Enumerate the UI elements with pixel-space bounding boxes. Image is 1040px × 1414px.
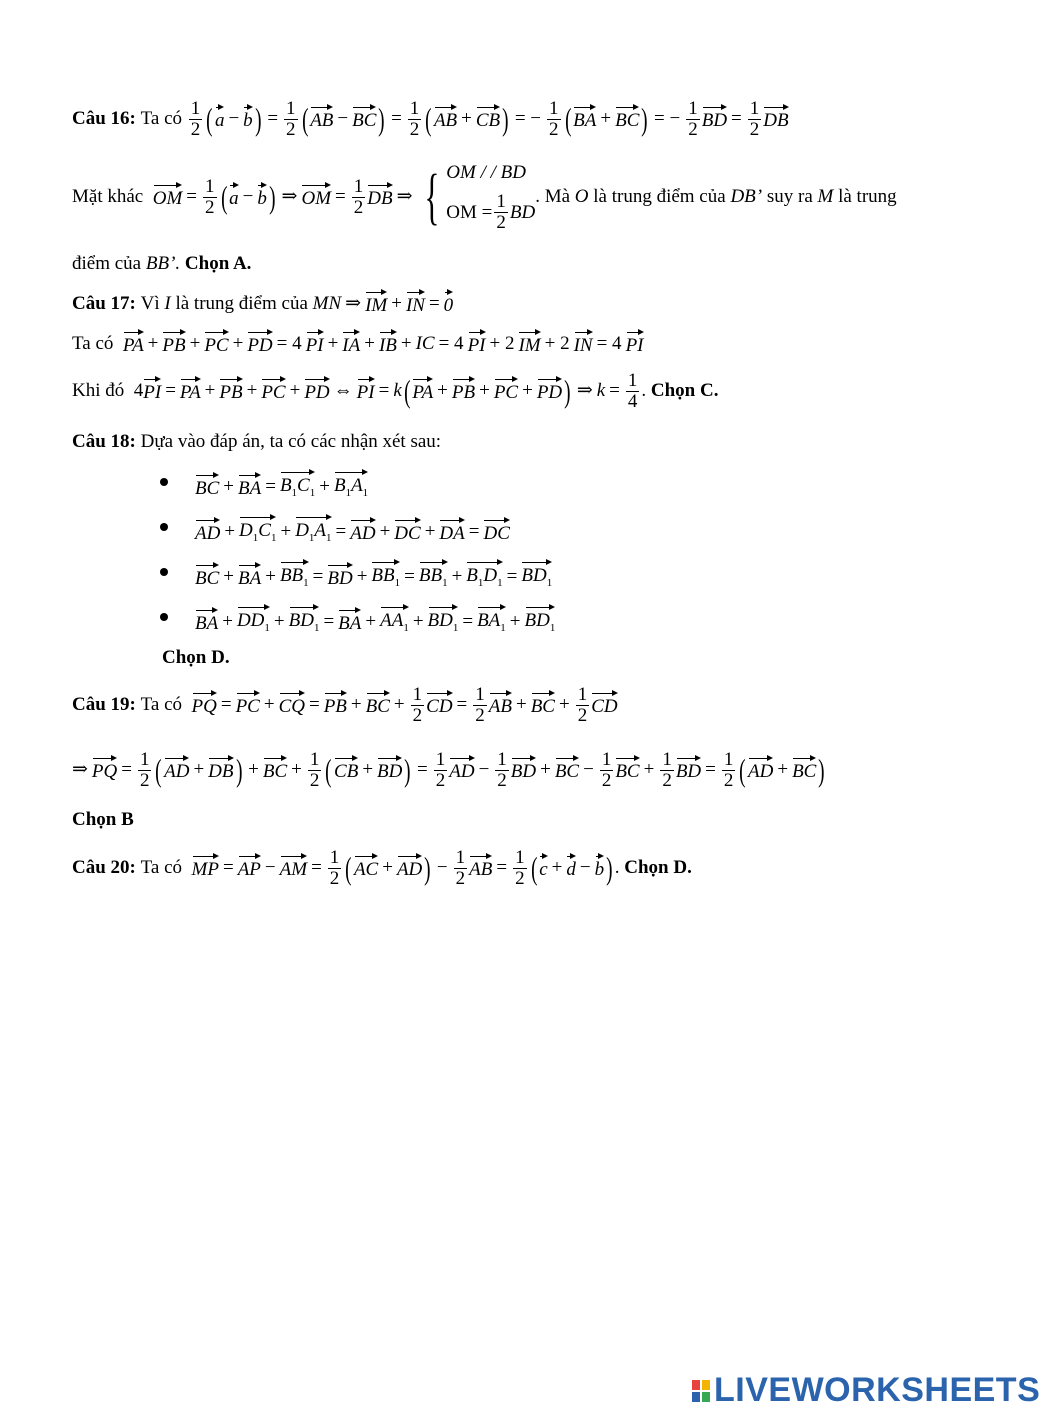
q16-intro: Ta có <box>140 108 183 129</box>
q16-line2: Mặt khác OM = $\frac{1}{2}$ ( a − b ) ⇒ OM = $\frac{1}{2}$ DB ⇒ { OM / / BD OM = $\frac{1}{2}$ BD . Mà O là trung điểm của DB’ suy ra M là trung <box>72 162 897 233</box>
q18-line1: Câu 18: Dựa vào đáp án, ta có các nhận xét sau: <box>72 431 442 452</box>
q19-answer-line <box>72 808 134 832</box>
q19-line1: Câu 19: Ta có PQ = PC + CQ = PB + BC + $\frac{1}{2}$ CD = $\frac{1}{2}$ AB + BC + $\frac{1}{2}$ CD <box>72 683 618 726</box>
q20-label: Câu 20: <box>72 857 136 878</box>
q16-label: Câu 16: <box>72 108 136 129</box>
logo-mark-icon <box>692 1380 710 1402</box>
q17-label: Câu 17: <box>72 293 136 314</box>
bullet-icon <box>160 523 168 531</box>
q18-label: Câu 18: <box>72 431 136 452</box>
q16-line2-start: Mặt khác <box>72 186 144 207</box>
q19-line2: ⇒ PQ = $\frac{1}{2}$ ( AD + DB ) + BC + $\frac{1}{2}$ ( CB + BD ) = $\frac{1}{2}$ AD − $\frac{1}{2}$ BD + BC − $\frac{1}{2}$ BC + $\frac{1}{2}$ BD = $\frac{1}{2}$ ( AD + BC ) <box>72 748 825 791</box>
q18-item-4: BA + $DD_1$ + $BD_1$ = BA + $AA_1$ + $BD_1$ = $BA_1$ + $BD_1$ <box>195 605 555 640</box>
q16-line1: Câu 16: Ta có $\frac{1}{2}$ ( a − b ) = $\frac{1}{2}$ ( AB − BC ) = $\frac{1}{2}$ ( AB + CB ) = − $\frac{1}{2}$ ( BA + BC ) = − $\frac{1}{2}$ BD = $\frac{1}{2}$ DB <box>72 97 789 140</box>
logo-text: LIVEWORKSHEETS <box>714 1371 1040 1409</box>
q16-line3: điểm của BB’. Chọn A. <box>72 253 252 274</box>
q20-answer: Chọn D. <box>624 857 692 878</box>
q16-answer: Chọn A. <box>184 253 252 274</box>
q17-line2: Ta có PA + PB + PC + PD = 4 PI + IA + IB + IC = 4 PI + 2 IM + 2 IN = 4 PI <box>72 330 644 358</box>
q17-line3: Khi đó 4 PI = PA + PB + PC + PD ⇔ PI = k ( PA + PB + PC + PD ) ⇒ k = $\frac{1}{4}$ . Chọn C. <box>72 369 719 412</box>
bullet-icon <box>160 568 168 576</box>
q18-answer: Chọn D. <box>162 647 230 668</box>
bullet-icon <box>160 613 168 621</box>
liveworksheets-logo <box>692 1371 1040 1410</box>
q19-label: Câu 19: <box>72 694 136 715</box>
q18-item-3: BC + BA + $BB_1$ = BD + $BB_1$ = $BB_1$ + $B_1D_1$ = $BD_1$ <box>195 560 552 595</box>
q16-system: OM / / BD OM = $\frac{1}{2}$ BD <box>446 162 536 233</box>
bullet-icon <box>160 478 168 486</box>
q18-item-1: BC + BA = $B_1C_1$ + $B_1A_1$ <box>195 470 368 505</box>
q17-line1: Câu 17: Vì I là trung điểm của MN ⇒ IM + IN = 0 <box>72 290 453 318</box>
q19-answer: Chọn B <box>72 809 134 830</box>
q18-item-2: AD + $D_1C_1$ + $D_1A_1$ = AD + DC + DA = DC <box>195 515 510 550</box>
q20-line1: Câu 20: Ta có MP = AP − AM = $\frac{1}{2}$ ( AC + AD ) − $\frac{1}{2}$ AB = $\frac{1}{2}$ ( c + d − b ) . Chọn D. <box>72 846 692 889</box>
q18-answer-line <box>162 646 230 670</box>
fraction: $\frac{1}{2}$ <box>190 97 201 140</box>
q17-answer: Chọn C. <box>650 380 719 401</box>
